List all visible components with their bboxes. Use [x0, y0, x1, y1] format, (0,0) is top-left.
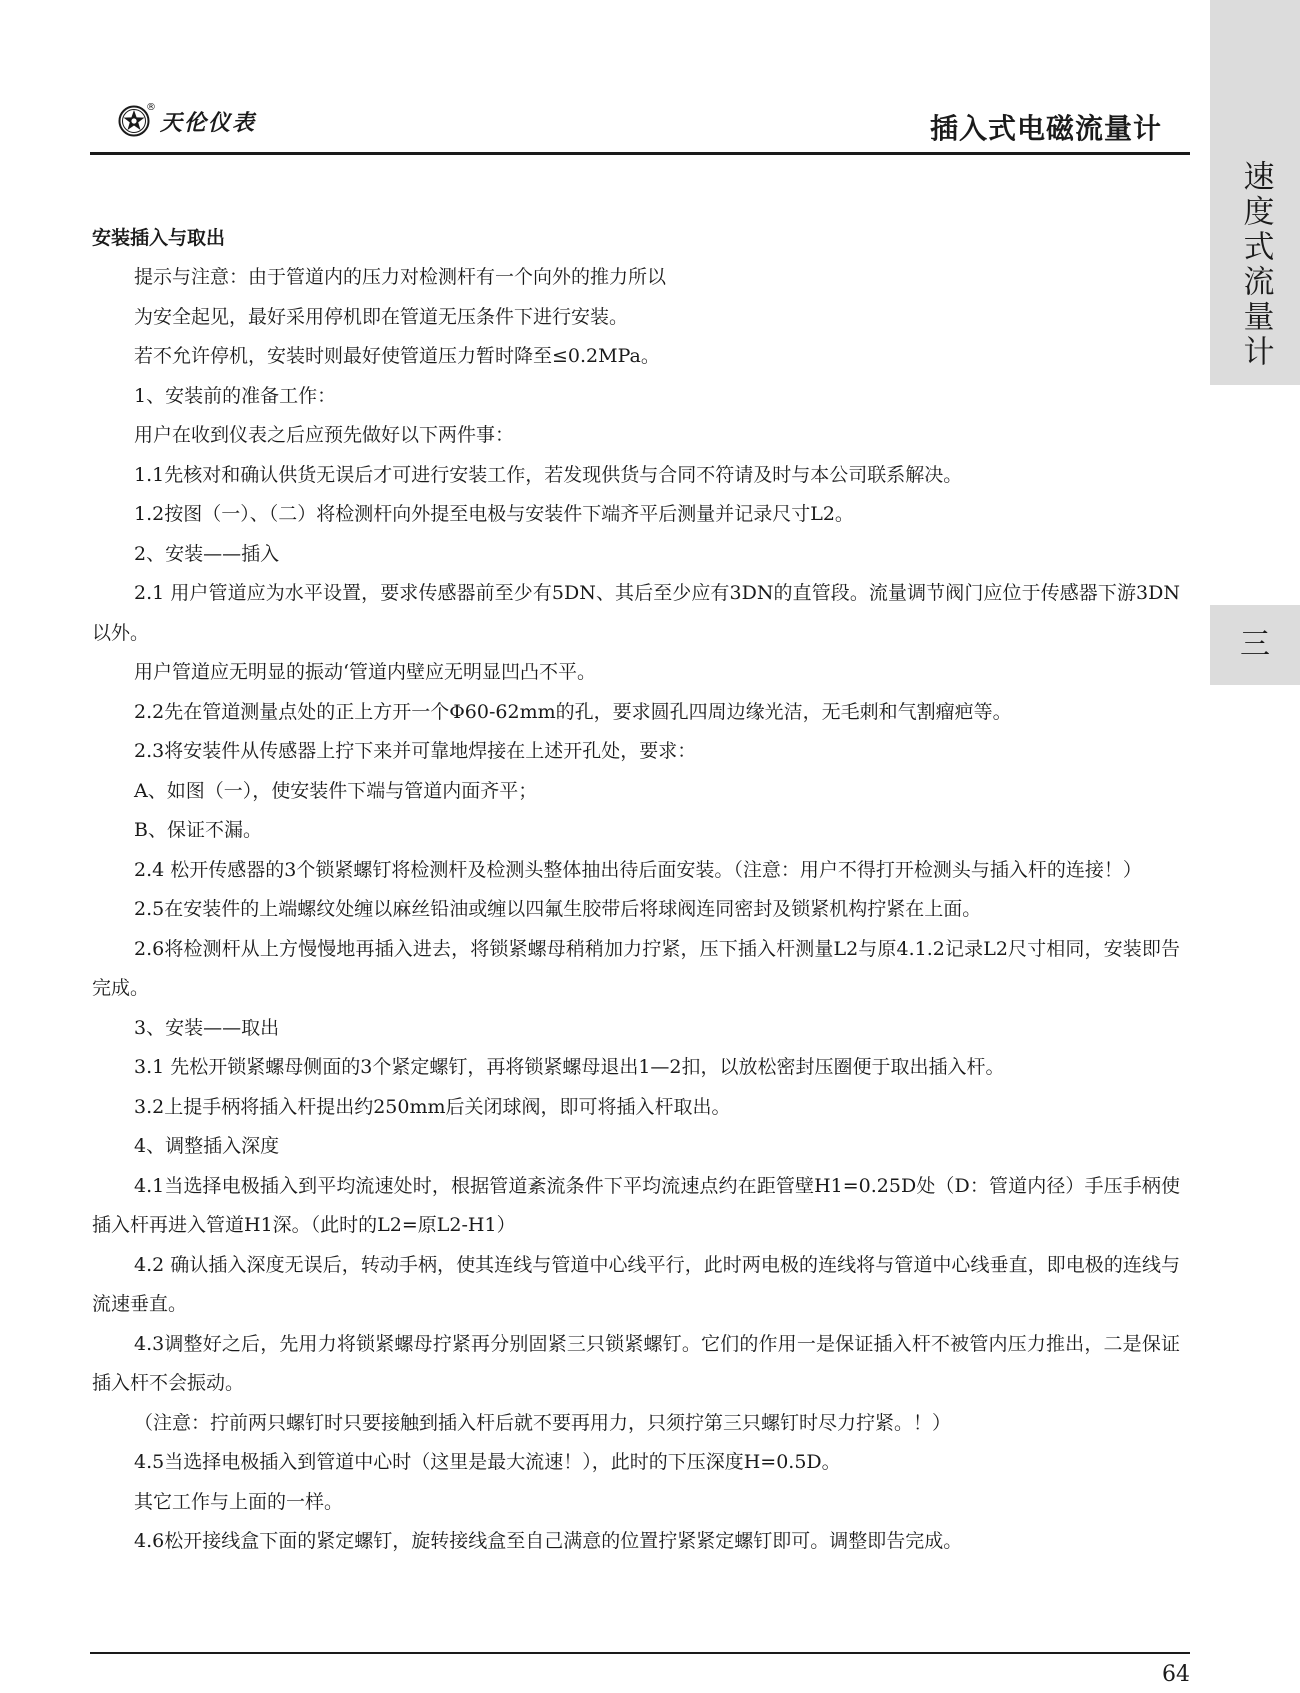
paragraph: 1.1先核对和确认供货无误后才可进行安装工作，若发现供货与合同不符请及时与本公司联系解决。	[134, 463, 963, 486]
paragraph: 4.2 确认插入深度无误后，转动手柄，使其连线与管道中心线平行，此时两电极的连线将与管道中心线垂直，即电极的连线与流速垂直。	[92, 1253, 1180, 1315]
paragraph: 若不允许停机，安装时则最好使管道压力暂时降至≤0.2MPa。	[134, 345, 660, 367]
side-category-label	[1210, 160, 1300, 379]
side-chapter-tab: 三	[1210, 605, 1300, 685]
side-category-tab	[1210, 0, 1300, 385]
brand-logo	[118, 101, 257, 137]
paragraph: 2.1 用户管道应为水平设置，要求传感器前至少有5DN、其后至少应有3DN的直管段。流量调节阀门应位于传感器下游3DN以外。	[92, 582, 1180, 644]
paragraph: 用户在收到仪表之后应预先做好以下两件事：	[134, 424, 515, 446]
paragraph: 4.1当选择电极插入到平均流速处时，根据管道紊流条件下平均流速点约在距管壁H1=0.25D处（D：管道内径）手压手柄使插入杆再进入管道H1深。（此时的L2=原L2-H1）	[92, 1174, 1180, 1236]
footer-divider	[90, 1652, 1190, 1654]
paragraph: 3、安装——取出	[134, 1016, 280, 1039]
paragraph: B、保证不漏。	[134, 819, 262, 841]
page-header	[90, 95, 1190, 155]
paragraph: 4.6松开接线盒下面的紧定螺钉，旋转接线盒至自己满意的位置拧紧紧定螺钉即可。调整即告完成。	[134, 1530, 963, 1552]
brand-name: 天伦仪表	[160, 109, 257, 136]
registered-mark: ®	[146, 101, 156, 113]
paragraph: 2.3将安装件从传感器上拧下来并可靠地焊接在上述开孔处，要求：	[134, 740, 697, 762]
paragraph: 1.2按图（一）、（二）将检测杆向外提至电极与安装件下端齐平后测量并记录尺寸L2。	[134, 503, 854, 525]
paragraph: 其它工作与上面的一样。	[134, 1490, 344, 1513]
paragraph: 3.1 先松开锁紧螺母侧面的3个紧定螺钉，再将锁紧螺母退出1—2扣，以放松密封压圈便于取出插入杆。	[134, 1056, 1005, 1078]
paragraph: 2、安装——插入	[134, 542, 280, 565]
side-category-text: 速度式流量计	[1237, 160, 1274, 370]
paragraph: 4.3调整好之后，先用力将锁紧螺母拧紧再分别固紧三只锁紧螺钉。它们的作用一是保证插入杆不被管内压力推出，二是保证插入杆不会振动。	[92, 1332, 1180, 1394]
paragraph: 1、安装前的准备工作：	[134, 384, 337, 407]
paragraph: 3.2上提手柄将插入杆提出约250mm后关闭球阀，即可将插入杆取出。	[134, 1095, 731, 1118]
paragraph: （注意：拧前两只螺钉时只要接触到插入杆后就不要再用力，只须拧第三只螺钉时尽力拧紧。！）	[134, 1411, 952, 1434]
paragraph: 提示与注意：由于管道内的压力对检测杆有一个向外的推力所以	[134, 266, 667, 288]
page-number: 64	[1162, 1662, 1190, 1687]
paragraph: 用户管道应无明显的振动‘管道内壁应无明显凹凸不平。	[134, 661, 597, 683]
paragraph: 2.6将检测杆从上方慢慢地再插入进去，将锁紧螺母稍稍加力拧紧，压下插入杆测量L2与原4.1.2记录L2尺寸相同，安装即告完成。	[92, 937, 1180, 999]
product-title: 插入式电磁流量计	[929, 112, 1162, 145]
paragraph: 2.4 松开传感器的3个锁紧螺钉将检测杆及检测头整体抽出待后面安装。（注意：用户不得打开检测头与插入杆的连接！）	[134, 858, 1142, 881]
paragraph: 4.5当选择电极插入到管道中心时（这里是最大流速！），此时的下压深度H=0.5D。	[134, 1451, 841, 1473]
header-divider	[90, 152, 1190, 155]
paragraph: 4、调整插入深度	[134, 1135, 280, 1157]
paragraph: 为安全起见，最好采用停机即在管道无压条件下进行安装。	[134, 305, 629, 328]
paragraph: 2.2先在管道测量点处的正上方开一个Φ60-62mm的孔，要求圆孔四周边缘光洁，无毛刺和气割瘤疤等。	[134, 700, 1012, 723]
page-content	[92, 218, 1202, 1562]
paragraph: A、如图（一），使安装件下端与管道内面齐平；	[134, 779, 538, 802]
section-title: 安装插入与取出	[92, 227, 226, 249]
paragraph: 2.5在安装件的上端螺纹处缠以麻丝铅油或缠以四氟生胶带后将球阀连同密封及锁紧机构拧紧在上面。	[134, 898, 982, 920]
